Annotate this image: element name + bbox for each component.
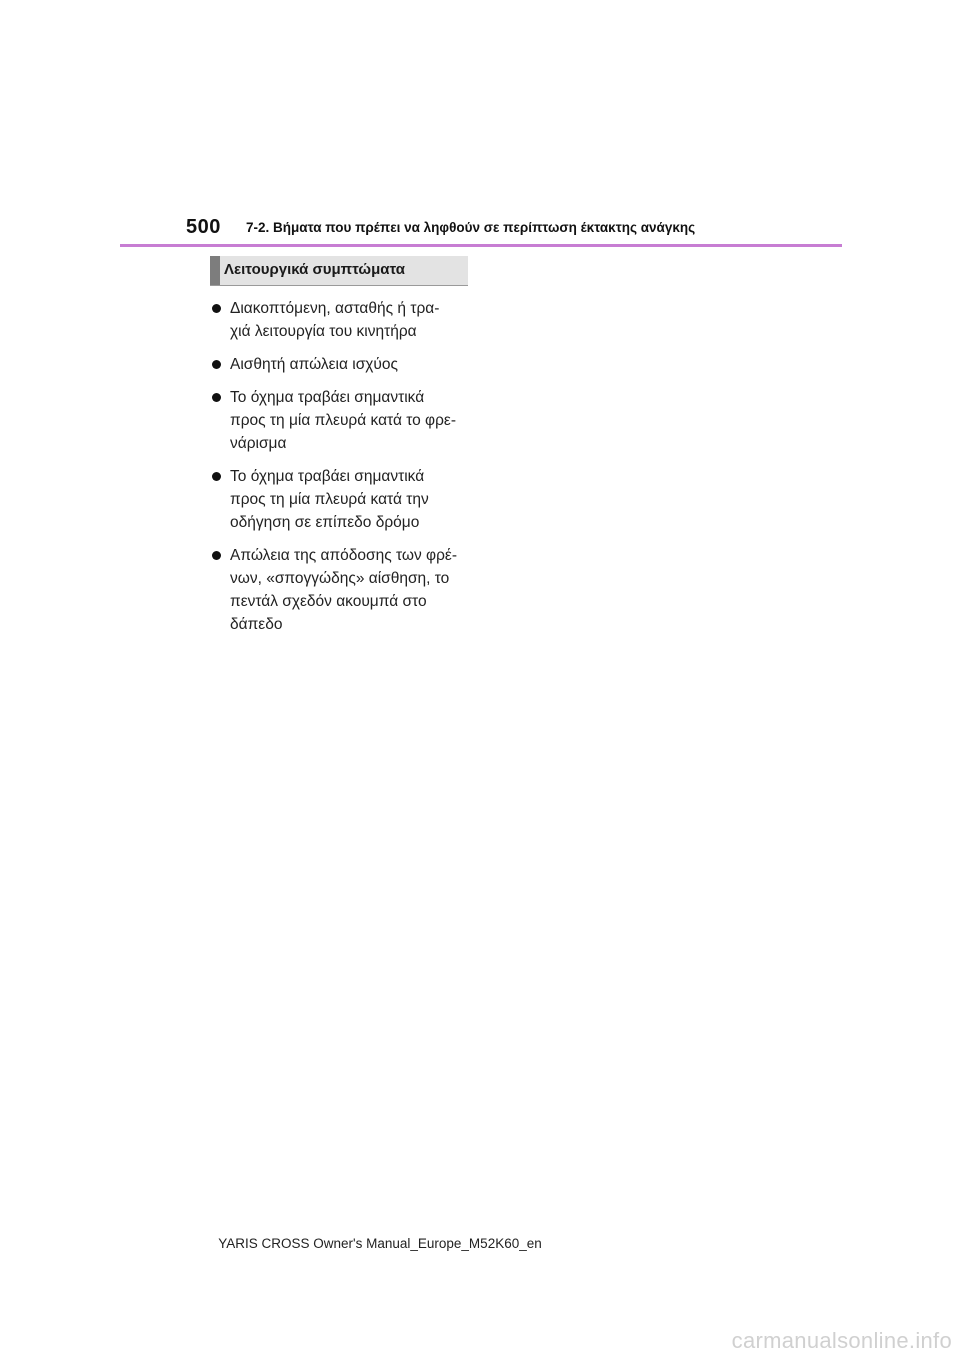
header-rule [120,244,842,247]
list-item-line: οδήγηση σε επίπεδο δρόμο [230,514,420,531]
list-item-line: πεντάλ σχεδόν ακουμπά στο [230,593,427,610]
list-item [210,297,480,343]
watermark: carmanualsonline.info [731,1328,952,1353]
footer-text: YARIS CROSS Owner's Manual_Europe_M52K60_en [218,1236,542,1251]
list-item-line: Διακοπτόμενη, ασταθής ή τρα- [230,300,440,317]
page-number: 500 [186,216,221,238]
bullet-icon [212,472,221,481]
list-item-line: Το όχημα τραβάει σημαντικά [230,468,425,485]
bullet-icon [212,393,221,402]
list-item-line: Αισθητή απώλεια ισχύος [230,356,398,373]
list-item-line: προς τη μία πλευρά κατά την [230,491,429,508]
list-item-line: χιά λειτουργία του κινητήρα [230,323,417,340]
list-item-line: νάρισμα [230,435,287,452]
list-item-line: δάπεδο [230,616,283,633]
list-item [210,386,480,455]
heading-text: Λειτουργικά συμπτώματα [224,261,406,278]
list-item [210,544,480,636]
section-title: 7-2. Βήματα που πρέπει να ληφθούν σε περίπτωση έκτακτης ανάγκης [246,220,696,235]
heading-box [210,256,468,286]
list-item [210,353,480,376]
list-item [210,465,480,534]
list-item-line: Το όχημα τραβάει σημαντικά [230,389,425,406]
heading-bar [210,256,220,285]
list-item-line: προς τη μία πλευρά κατά το φρε- [230,412,456,429]
bullet-icon [212,360,221,369]
list-item-line: Απώλεια της απόδοσης των φρέ- [230,547,457,564]
symptom-list [210,297,480,646]
list-item-line: νων, «σπογγώδης» αίσθηση, το [230,570,450,587]
bullet-icon [212,304,221,313]
bullet-icon [212,551,221,560]
